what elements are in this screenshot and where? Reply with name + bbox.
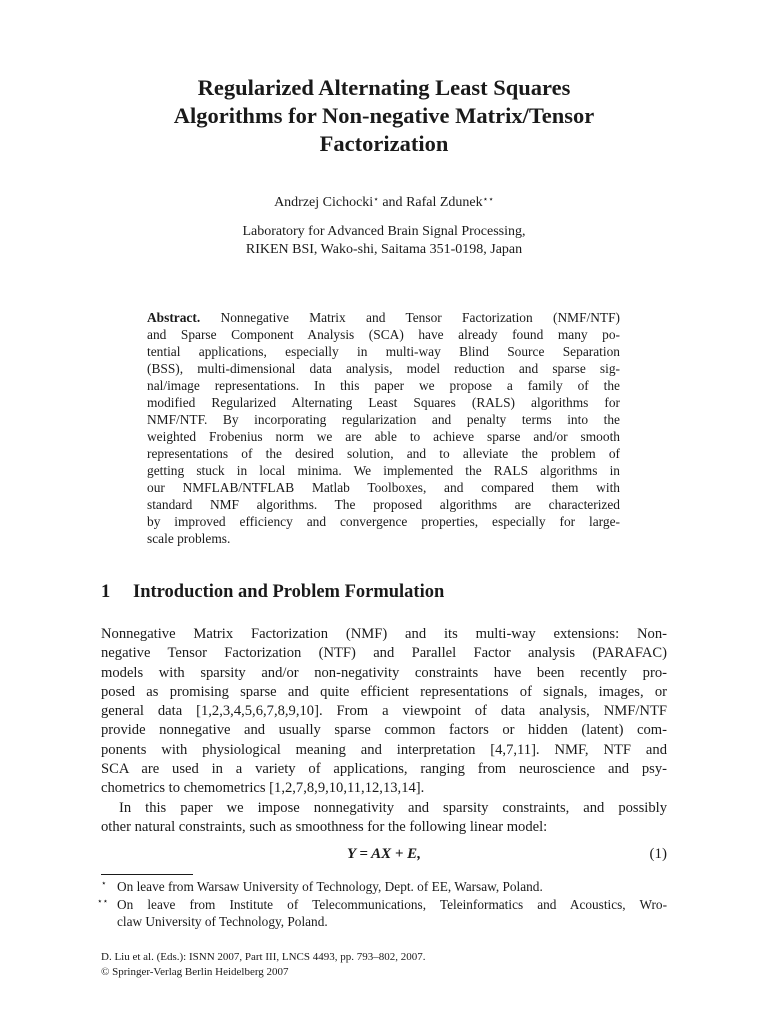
author-list: [0, 190, 768, 212]
footnote: [101, 878, 667, 896]
footnotes: [97, 878, 667, 931]
paragraph-line: ponents with physiological meaning and interpretation [4,7,11]. NMF, NTF and: [101, 741, 667, 758]
footnote-mark: ⋆: [101, 878, 107, 888]
paragraph-line: other natural constraints, such as smoothness for the following linear model:: [101, 818, 548, 835]
citation-line: D. Liu et al. (Eds.): ISNN 2007, Part III, LNCS 4493, pp. 793–802, 2007.: [101, 951, 426, 963]
author-name: Rafal Zdunek: [406, 195, 483, 210]
footnote: [97, 895, 667, 931]
paragraph-line: negative Tensor Factorization (NTF) and Parallel Factor analysis (PARAFAC): [101, 645, 667, 662]
abstract-line: and Sparse Component Analysis (SCA) have already found many po-: [147, 327, 620, 342]
section-heading: [101, 580, 444, 604]
equation: [101, 843, 667, 865]
paragraph-line: Nonnegative Matrix Factorization (NMF) and its multi-way extensions: Non-: [101, 626, 667, 642]
abstract-line: (BSS), multi-dimensional data analysis, model reduction and sparse sig-: [147, 361, 620, 376]
abstract-line: [147, 309, 620, 326]
abstract: [147, 309, 620, 547]
paper-title: [60, 74, 708, 158]
abstract-line: scale problems.: [147, 531, 231, 546]
footnote-line: On leave from Institute of Telecommunications, Teleinformatics and Acoustics, Wro-: [117, 896, 667, 912]
abstract-line: standard NMF algorithms. The proposed algorithms are characterized: [147, 497, 620, 512]
title-line: Regularized Alternating Least Squares: [197, 75, 571, 100]
footnote-mark: ⋆⋆: [482, 194, 494, 204]
abstract-line: our NMFLAB/NTFLAB Matlab Toolboxes, and compared them with: [147, 480, 620, 495]
paragraph-line: posed as promising sparse and quite efficient representations of signals, images, or: [101, 683, 667, 700]
paragraph-line: SCA are used in a variety of applications, ranging from neuroscience and psy-: [101, 761, 667, 778]
abstract-line: representations of the desired solution, and to alleviate the problem of: [147, 446, 620, 461]
title-line: Factorization: [319, 131, 449, 156]
affiliation-line: RIKEN BSI, Wako-shi, Saitama 351-0198, Japan: [245, 242, 523, 257]
footnote-rule: [101, 874, 193, 875]
abstract-line: nal/image representations. In this paper we propose a family of the: [147, 378, 620, 393]
footnote-line: claw University of Technology, Poland.: [117, 914, 328, 929]
section-number: 1: [101, 582, 111, 602]
equation-body: Y = AX + E,: [347, 846, 421, 862]
publication-credits: [101, 950, 425, 979]
footnote-mark: ⋆⋆: [97, 895, 109, 906]
section-title: Introduction and Problem Formulation: [133, 582, 445, 602]
abstract-line: getting stuck in local minima. We implemented the RALS algorithms in: [147, 463, 620, 478]
abstract-label: Abstract.: [147, 310, 201, 325]
abstract-line: weighted Frobenius norm we are able to achieve sparse and/or smooth: [147, 429, 620, 444]
title-line: Algorithms for Non-negative Matrix/Tensor: [173, 103, 595, 128]
paragraph-line: models with sparsity and/or non-negativity constraints have been recently pro-: [101, 664, 667, 681]
footnote-mark: ⋆: [373, 194, 379, 204]
abstract-text: Nonnegative Matrix and Tensor Factorization (NMF/NTF): [220, 310, 620, 325]
abstract-line: modified Regularized Alternating Least Squares (RALS) algorithms for: [147, 395, 620, 410]
footnote-line: On leave from Warsaw University of Technology, Dept. of EE, Warsaw, Poland.: [117, 879, 543, 894]
author-name: Andrzej Cichocki: [274, 195, 374, 210]
affiliation: [0, 223, 768, 259]
author-conjunction: and: [378, 195, 407, 210]
affiliation-line: Laboratory for Advanced Brain Signal Processing,: [242, 224, 526, 239]
abstract-line: tential applications, especially in multi-way Blind Source Separation: [147, 344, 620, 359]
abstract-line: by improved efficiency and convergence properties, especially for large-: [147, 514, 620, 529]
paragraph-line: provide nonnegative and usually sparse common factors or hidden (latent) com-: [101, 722, 667, 739]
copyright-line: © Springer-Verlag Berlin Heidelberg 2007: [101, 965, 289, 978]
equation-number: (1): [649, 846, 667, 862]
body-text: [101, 625, 667, 837]
paragraph-line: general data [1,2,3,4,5,6,7,8,9,10]. From a viewpoint of data analysis, NMF/NTF: [101, 703, 667, 720]
abstract-line: NMF/NTF. By incorporating regularization and penalty terms into the: [147, 412, 620, 427]
paragraph-line: In this paper we impose nonnegativity and sparsity constraints, and possibly: [119, 799, 667, 816]
paragraph-line: chometrics to chemometrics [1,2,7,8,9,10,11,12,13,14].: [101, 780, 425, 797]
